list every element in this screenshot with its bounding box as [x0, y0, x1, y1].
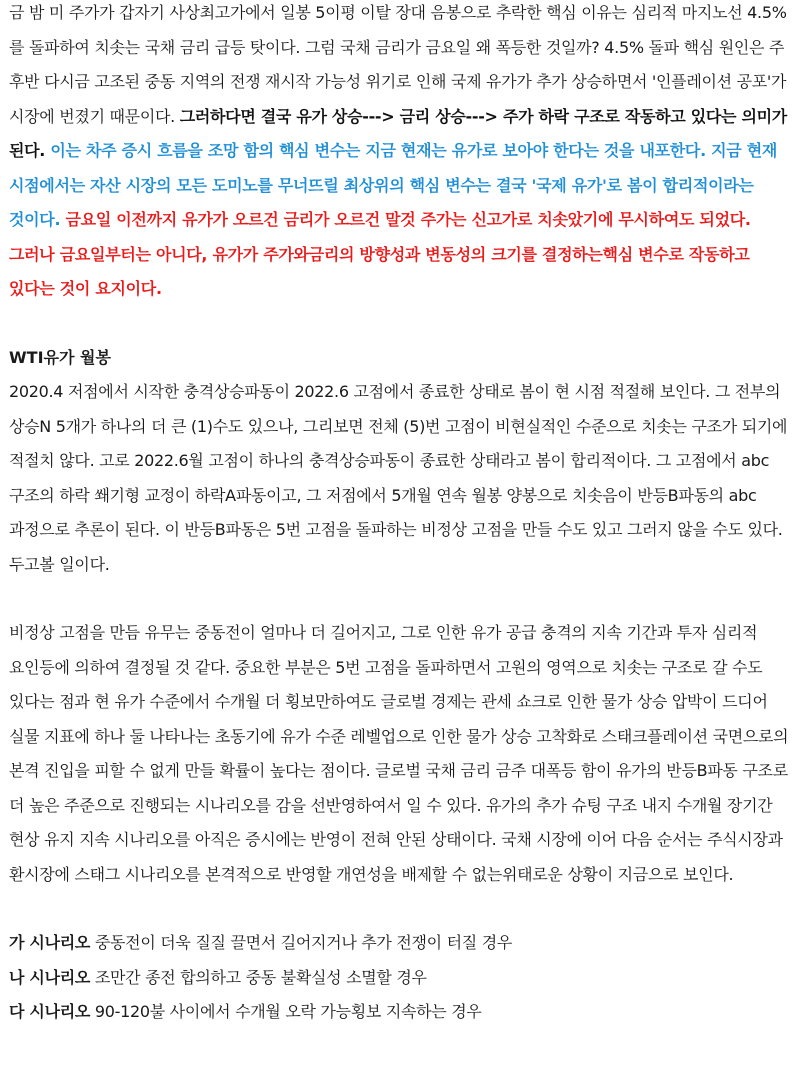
wti-heading: WTI유가 월봉	[9, 347, 111, 367]
scenario-tag: 다 시나리오	[9, 1002, 91, 1021]
wti-paragraph: 2020.4 저점에서 시작한 충격상승파동이 2022.6 고점에서 종료한 상태로 봄이 현 시점 적절해 보인다. 그 전부의 상승N 5개가 하나의 더 큰 (1)수도 있으나, 그리보면 전체 (5)번 고점이 비현실적인 수준으로 치솟는 구조가 되기에 적절치 않다. 고로 2022.6월 고점이 하나의 충격상승파동이 종료한 상태라고 봄이 합리적이다. 그 고점에서 abc 구조의 하락 쐐기형 교정이 하락A파동이고, 그 저점에서 5개월 연속 월봉 양봉으로 치솟음이 반등B파동의 abc 과정으로 추론이 된다. 이 반등B파동은 5번 고점을 돌파하는 비정상 고점을 만들 수도 있고 그러지 않을 수도 있다. 두고볼 일이다.	[9, 382, 788, 574]
intro-bold-text: 그러하다면 결국 유가 상승---> 금리 상승---> 주가 하락 구조로 작동하고 있다는 의미가 된다.	[9, 106, 787, 160]
scenario-text: 조만간 종전 합의하고 중동 불확실성 소멸할 경우	[90, 967, 427, 987]
scenario-item	[9, 995, 800, 1030]
analysis-paragraph: 비정상 고점을 만듬 유무는 중동전이 얼마나 더 길어지고, 그로 인한 유가 공급 충격의 지속 기간과 투자 심리적 요인등에 의하여 결정될 것 같다. 중요한 부분은 5번 고점을 돌파하면서 고원의 영역으로 치솟는 구조로 갈 수도 있다는 점과 현 유가 수준에서 수개월 더 횡보만하여도 글로벌 경제는 관세 쇼크로 인한 물가 상승 압박이 드디어 실물 지표에 하나 둘 나타나는 초동기에 유가 수준 레벨업으로 인한 물가 상승 고착화로 스태크플레이션 국면으로의 본격 진입을 피할 수 없게 만들 확률이 높다는 점이다. 글로벌 국채 금리 금주 대폭등 함이 유가의 반등B파동 구조로 더 높은 주준으로 진행되는 시나리오를 감을 선반영하여서 일 수 있다. 유가의 추가 슈팅 구조 내지 수개월 장기간 현상 유지 지속 시나리오를 아직은 증시에는 반영이 전혀 안된 상태이다. 국채 시장에 이어 다음 순서는 주식시장과 환시장에 스태그 시나리오를 본격적으로 반영할 개연성을 배제할 수 없는위태로운 상황이 지금으로 보인다.	[9, 623, 789, 884]
scenario-item	[9, 926, 800, 961]
scenario-list	[9, 926, 800, 1030]
spacer	[9, 307, 800, 341]
intro-red-text: 금요일 이전까지 유가가 오르건 금리가 오르건 말것 주가는 신고가로 치솟았기에 무시하여도 되었다. 그러나 금요일부터는 아니다, 유가가 주가와금리의 방향성과 변동성의 크기를 결정하는핵심 변수로 작동하고 있다는 것이 요지이다.	[9, 210, 751, 298]
scenario-tag: 나 시나리오	[9, 967, 91, 987]
scenario-item	[9, 961, 800, 996]
spacer	[9, 582, 800, 616]
intro-plain-text: 금 밤 미 주가가 갑자기 사상최고가에서 일봉 5이평 이탈 장대 음봉으로 추락한 핵심 이유는 심리적 마지노선 4.5%를 돌파하여 치솟는 국채 금리 급등 탓이다. 그럼 국채 금리가 금요일 왜 폭등한 것일까? 4.5% 돌파 핵심 원인은 주 후반 다시금 고조된 중동 지역의 전쟁 재시작 가능성 위기로 인해 국제 유가가 추가 상승하면서 '인플레이션 공포'가 시장에 번졌기 때문이다.	[9, 3, 787, 126]
scenario-tag: 가 시나리오	[9, 933, 91, 952]
scenario-text: 90-120불 사이에서 수개월 오락 가능횡보 지속하는 경우	[90, 1002, 482, 1021]
intro-blue-text: 이는 차주 증시 흐름을 조망 함의 핵심 변수는 지금 현재는 유가로 보아야 한다는 것을 내포한다. 지금 현재 시점에서는 자산 시장의 모든 도미노를 무너뜨릴 최상위의 핵심 변수는 결국 '국제 유가'로 봄이 합리적이라는 것이다.	[9, 141, 778, 229]
intro-paragraph	[9, 0, 795, 307]
scenario-text: 중동전이 더욱 질질 끌면서 길어지거나 추가 전쟁이 터질 경우	[90, 933, 513, 952]
spacer	[9, 892, 800, 926]
